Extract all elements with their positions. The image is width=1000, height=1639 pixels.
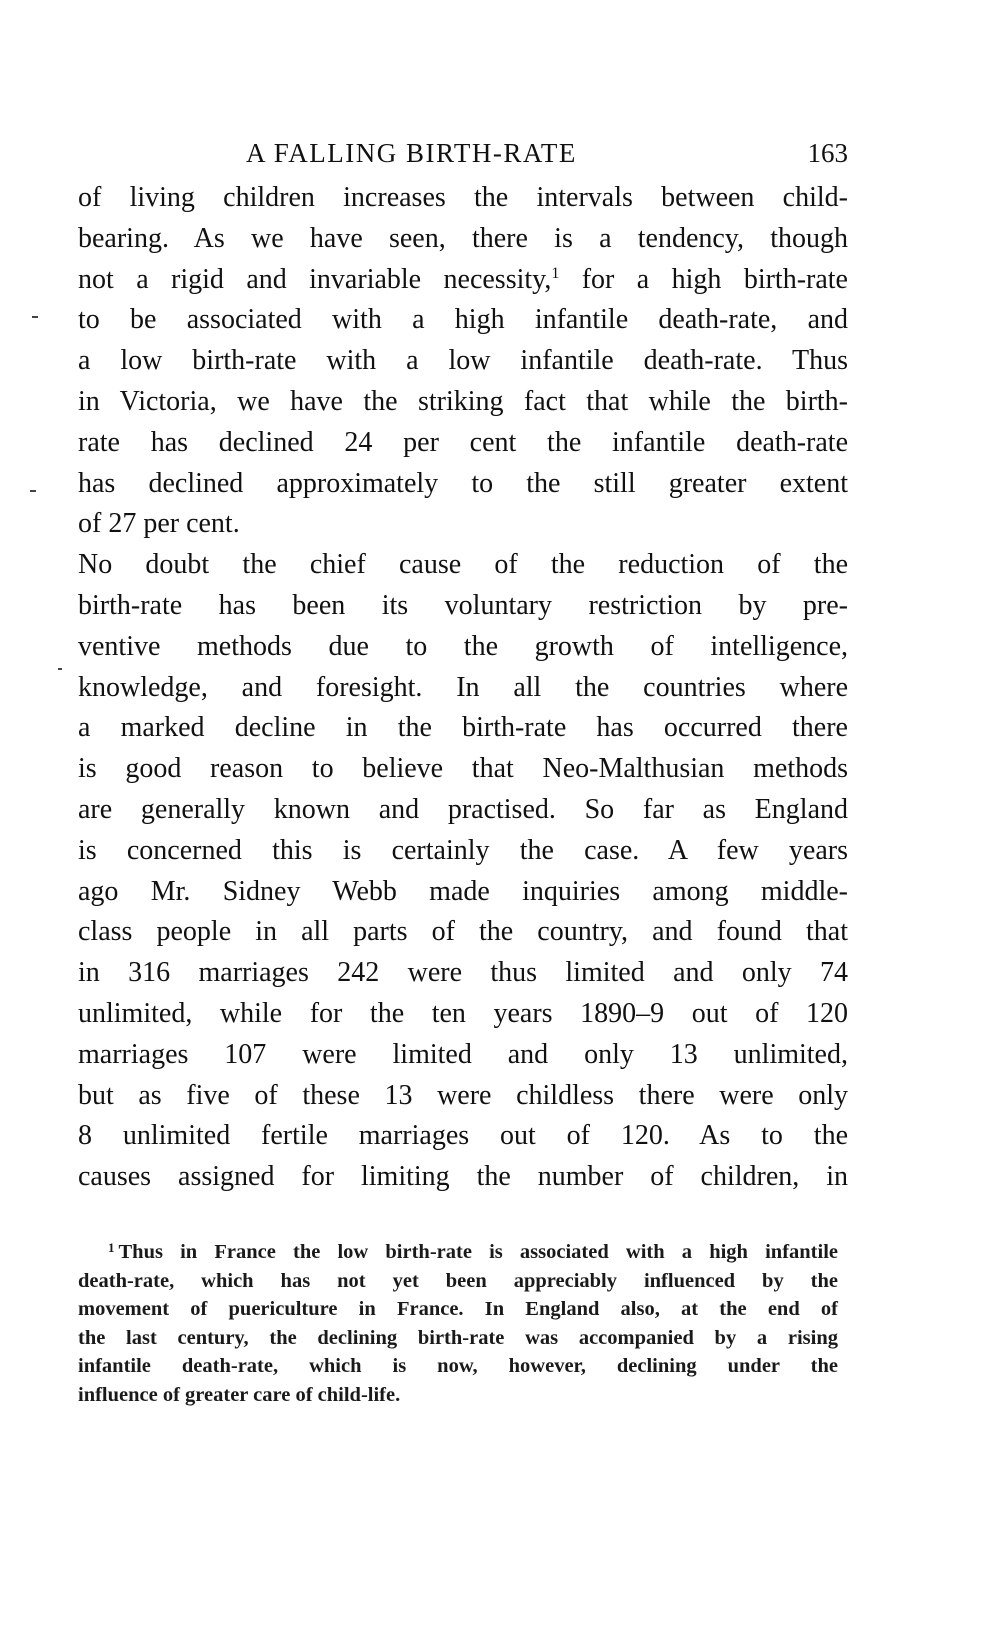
text-line-part: not a rigid and invariable necessity, [78, 263, 552, 295]
text-line: ago Mr. Sidney Webb made inquiries among middle- [78, 875, 848, 907]
text-line: a marked decline in the birth-rate has occurred there [78, 712, 848, 744]
text-line: of living children increases the intervals between child- [78, 182, 848, 213]
book-page [78, 138, 848, 1198]
footnote-line [78, 1238, 838, 1267]
scan-speck [32, 316, 38, 318]
text-line: knowledge, and foresight. In all the countries where [78, 671, 848, 703]
text-line: causes assigned for limiting the number of children, in [78, 1161, 848, 1193]
running-title: A FALLING BIRTH-RATE [246, 138, 577, 168]
scan-speck [30, 490, 36, 492]
text-line: class people in all parts of the country, and found that [78, 916, 848, 948]
text-line: birth-rate has been its voluntary restriction by pre- [78, 589, 848, 621]
text-line: ventive methods due to the growth of intelligence, [78, 630, 848, 662]
footnote-line: infantile death-rate, which is now, however, declining under the [78, 1355, 838, 1377]
text-line: 8 unlimited fertile marriages out of 120. As to the [78, 1120, 848, 1152]
text-line: in 316 marriages 242 were thus limited and only 74 [78, 957, 848, 989]
text-line: marriages 107 were limited and only 13 unlimited, [78, 1038, 848, 1070]
footnote-line-text: Thus in France the low birth-rate is associated with a high infantile [118, 1241, 838, 1263]
scan-speck [58, 668, 62, 670]
footnote-line: death-rate, which has not yet been appreciably influenced by the [78, 1269, 838, 1292]
text-line [78, 260, 848, 301]
text-line: in Victoria, we have the striking fact that while the birth- [78, 385, 848, 417]
text-line: is good reason to believe that Neo-Malthusian methods [78, 753, 848, 785]
text-line: unlimited, while for the ten years 1890–9 out of 120 [78, 997, 848, 1029]
page-number: 163 [807, 138, 848, 168]
footnote [78, 1238, 838, 1409]
text-line: to be associated with a high infantile death-rate, and [78, 304, 848, 336]
running-head [78, 138, 848, 178]
text-line: are generally known and practised. So far as England [78, 793, 848, 825]
body-text [78, 178, 848, 1198]
text-line: has declined approximately to the still greater extent [78, 467, 848, 499]
footnote-line: movement of puericulture in France. In England also, at the end of [78, 1298, 838, 1320]
text-line-part: for a high birth-rate [559, 263, 848, 295]
footnote-line: influence of greater care of child-life. [78, 1383, 401, 1406]
text-line: of 27 per cent. [78, 508, 240, 540]
footnote-line: the last century, the declining birth-rate was accompanied by a rising [78, 1326, 838, 1349]
text-line: but as five of these 13 were childless there were only [78, 1079, 848, 1111]
text-line: is concerned this is certainly the case. A few years [78, 834, 848, 866]
text-line: a low birth-rate with a low infantile death-rate. Thus [78, 345, 848, 377]
text-line: rate has declined 24 per cent the infantile death-rate [78, 426, 848, 458]
footnote-marker: 1 [108, 1240, 115, 1255]
text-line: No doubt the chief cause of the reduction of the [78, 549, 848, 581]
footnote-reference: 1 [551, 264, 560, 282]
text-line: bearing. As we have seen, there is a tendency, though [78, 222, 848, 254]
